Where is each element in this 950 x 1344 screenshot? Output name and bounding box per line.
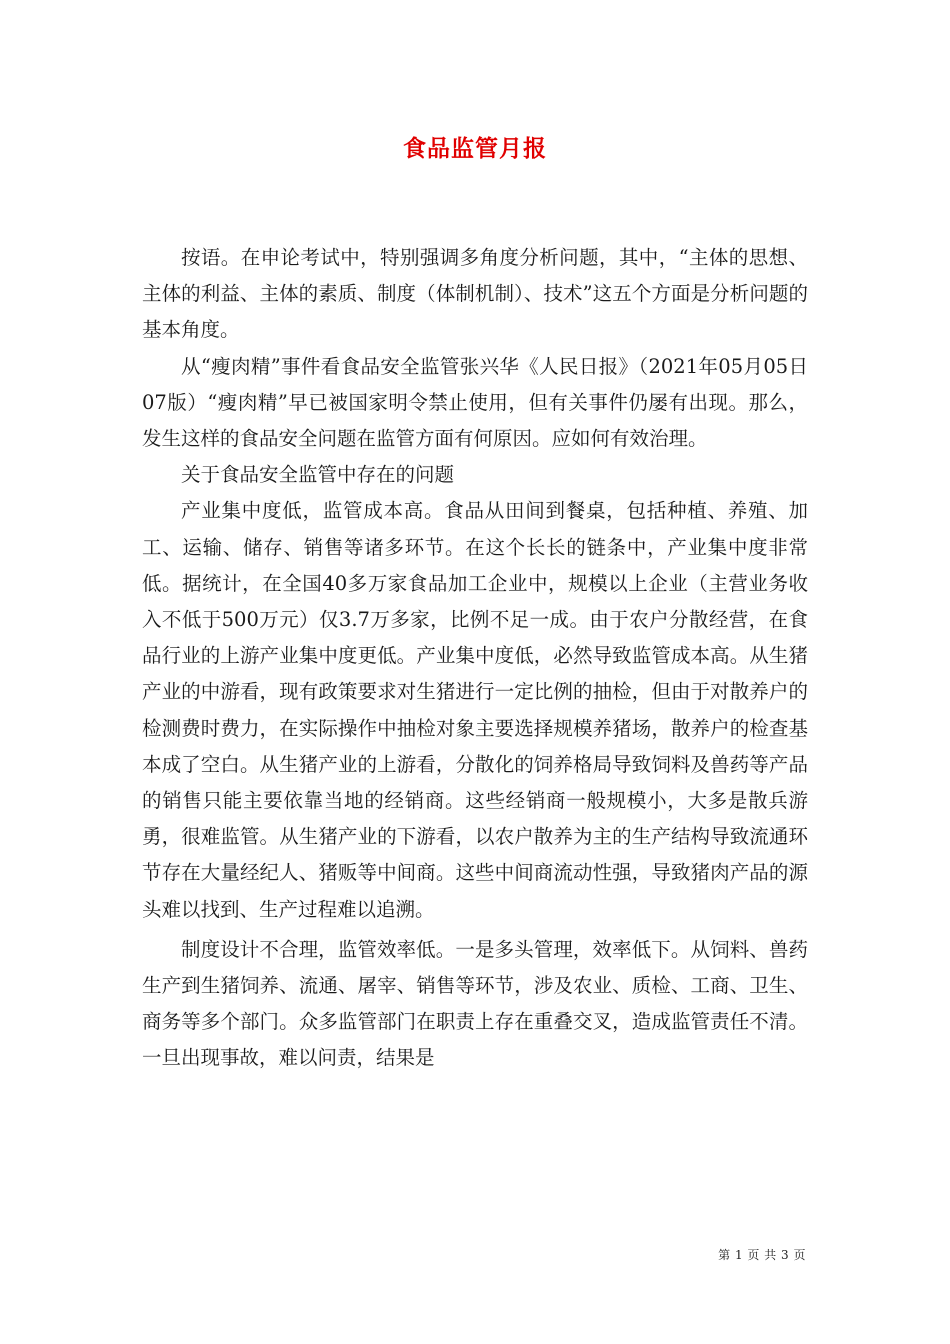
page-number: 第 1 页 共 3 页 xyxy=(718,1248,806,1262)
paragraph-industry-concentration: 产业集中度低，监管成本高。食品从田间到餐桌，包括种植、养殖、加工、运输、储存、销售等诸多环节。在这个长长的链条中，产业集中度非常低。据统计，在全国40多万家食品加工企业中，规模以上企业（主营业务收入不低于500万元）仅3.7万多家，比例不足一成。由于农户分散经营，在食品行业的上游产业集中度更低。产业集中度低，必然导致监管成本高。从生猪产业的中游看，现有政策要求对生猪进行一定比例的抽检，但由于对散养户的检测费时费力，在实际操作中抽检对象主要选择规模养猪场，散养户的检查基本成了空白。从生猪产业的上游看，分散化的饲养格局导致饲料及兽药等产品的销售只能主要依靠当地的经销商。这些经销商一般规模小，大多是散兵游勇，很难监管。从生猪产业的下游看，以农户散养为主的生产结构导致流通环节存在大量经纪人、猪贩等中间商。这些中间商流动性强，导致猪肉产品的源头难以找到、生产过程难以追溯。 xyxy=(142,499,808,921)
paragraph-source: 从“瘦肉精”事件看食品安全监管张兴华《人民日报》（2021年05月05日07版）“瘦肉精”早已被国家明令禁止使用，但有关事件仍屡有出现。那么，发生这样的食品安全问题在监管方面有何原因。应如何有效治理。 xyxy=(142,354,808,451)
document-title: 食品监管月报 xyxy=(403,135,547,162)
paragraph-editor-note: 按语。在申论考试中，特别强调多角度分析问题，其中，“主体的思想、主体的利益、主体的素质、制度（体制机制）、技术”这五个方面是分析问题的基本角度。 xyxy=(142,246,808,342)
paragraph-section-heading: 关于食品安全监管中存在的问题 xyxy=(181,463,455,487)
document-body xyxy=(142,240,808,1077)
paragraph-system-design: 制度设计不合理，监管效率低。一是多头管理，效率低下。从饲料、兽药生产到生猪饲养、流通、屠宰、销售等环节，涉及农业、质检、工商、卫生、商务等多个部门。众多监管部门在职责上存在重叠交叉，造成监管责任不清。一旦出现事故，难以问责，结果是 xyxy=(142,937,808,1070)
